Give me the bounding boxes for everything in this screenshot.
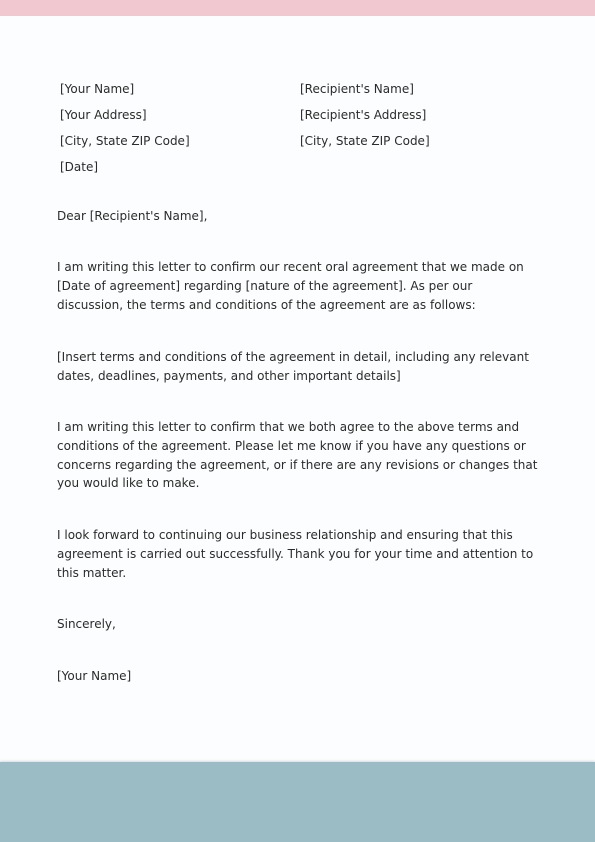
recipient-address-block [300, 76, 430, 154]
sender-address: [Your Address] [60, 108, 147, 122]
greeting: Dear [Recipient's Name], [57, 209, 208, 223]
top-decorative-band [0, 0, 595, 16]
letter-date: [Date] [60, 160, 99, 174]
bottom-decorative-band [0, 762, 595, 842]
paragraph-agreement: I am writing this letter to confirm that we both agree to the above terms and conditions of the agreement. Please let me know if you have any questions or concerns regarding the agreement, or if there are any revisions or changes that you would like to make. [57, 420, 538, 491]
recipient-name: [Recipient's Name] [300, 82, 414, 96]
letter-page [0, 16, 595, 762]
paragraph-confirmation: I am writing this letter to confirm our recent oral agreement that we made on [Date of agreement] regarding [nature of the agreement]. As per our discussion, the terms and conditions of the agreement are as follows: [57, 260, 524, 312]
sender-address-block [60, 76, 190, 180]
recipient-city: [City, State ZIP Code] [300, 134, 430, 148]
closing: Sincerely, [57, 617, 116, 631]
paragraph-closing-remarks: I look forward to continuing our business relationship and ensuring that this agreement is carried out successfully. Thank you for your time and attention to this matter. [57, 528, 534, 580]
sender-city: [City, State ZIP Code] [60, 134, 190, 148]
recipient-address: [Recipient's Address] [300, 108, 427, 122]
sender-name: [Your Name] [60, 82, 135, 96]
paragraph-terms: [Insert terms and conditions of the agreement in detail, including any relevant dates, deadlines, payments, and other important details] [57, 350, 529, 383]
signature-name: [Your Name] [57, 669, 132, 683]
